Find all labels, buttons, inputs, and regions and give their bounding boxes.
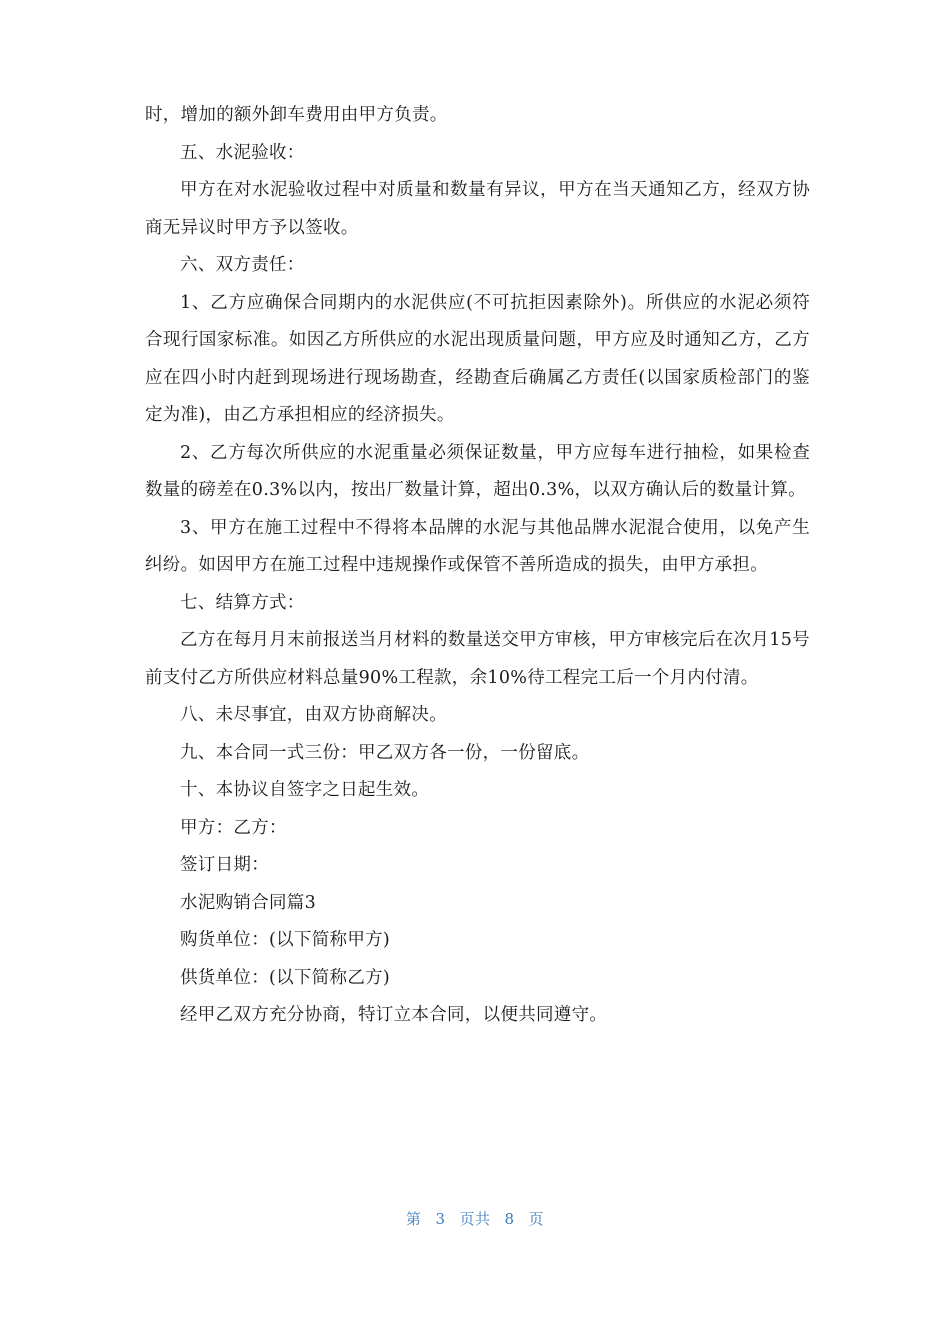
page-footer	[0, 1208, 950, 1229]
paragraph-acceptance: 甲方在对水泥验收过程中对质量和数量有异议，甲方在当天通知乙方，经双方协商无异议时甲方予以签收。	[145, 180, 810, 238]
supplier-line: 供货单位：(以下简称乙方)	[180, 967, 391, 988]
footer-total-pages: 8	[504, 1210, 515, 1228]
section-8: 八、未尽事宜，由双方协商解决。	[180, 705, 447, 725]
footer-page-number: 3	[435, 1210, 446, 1228]
signing-date: 签订日期：	[180, 855, 269, 875]
clause-6-1: 1、乙方应确保合同期内的水泥供应(不可抗拒因素除外)。所供应的水泥必须符合现行国家标准。如因乙方所供应的水泥出现质量问题，甲方应及时通知乙方，乙方应在四小时内赶到现场进行现场勘查，经勘查后确属乙方责任(以国家质检部门的鉴定为准)，由乙方承担相应的经济损失。	[145, 292, 810, 425]
contract-title-3: 水泥购销合同篇3	[180, 892, 317, 913]
buyer-line: 购货单位：(以下简称甲方)	[180, 930, 391, 950]
clause-6-2: 2、乙方每次所供应的水泥重量必须保证数量，甲方应每车进行抽检，如果检查数量的磅差在0.3%以内，按出厂数量计算，超出0.3%，以双方确认后的数量计算。	[145, 442, 810, 500]
footer-mid: 页共	[459, 1210, 491, 1228]
paragraph-1: 时，增加的额外卸车费用由甲方负责。	[145, 105, 448, 125]
signature-parties: 甲方：乙方：	[180, 817, 287, 838]
clause-6-3: 3、甲方在施工过程中不得将本品牌的水泥与其他品牌水泥混合使用，以免产生纠纷。如因甲方在施工过程中违规操作或保管不善所造成的损失，由甲方承担。	[145, 517, 810, 575]
preamble-line: 经甲乙双方充分协商，特订立本合同，以便共同遵守。	[180, 1005, 608, 1025]
paragraph-settlement: 乙方在每月月末前报送当月材料的数量送交甲方审核，甲方审核完后在次月15号前支付乙方所供应材料总量90%工程款，余10%待工程完工后一个月内付清。	[145, 630, 810, 688]
footer-prefix: 第	[405, 1210, 422, 1228]
footer-suffix: 页	[528, 1210, 545, 1228]
section-heading-5: 五、水泥验收：	[180, 142, 305, 163]
section-heading-7: 七、结算方式：	[180, 592, 305, 613]
document-body	[145, 97, 810, 1035]
section-heading-6: 六、双方责任：	[180, 255, 305, 275]
section-9: 九、本合同一式三份：甲乙双方各一份，一份留底。	[180, 742, 590, 763]
section-10: 十、本协议自签字之日起生效。	[180, 780, 430, 800]
